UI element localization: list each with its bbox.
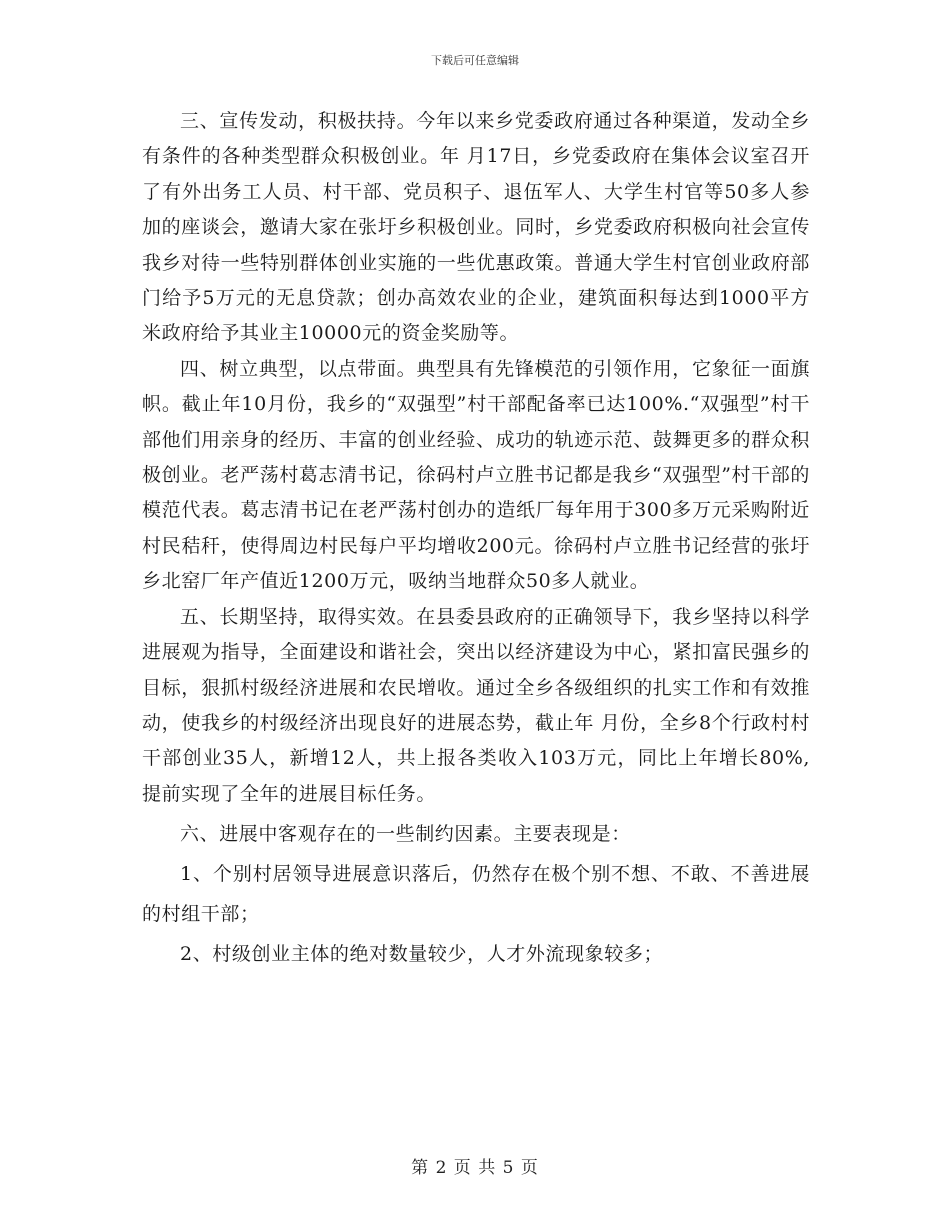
paragraph-models: 四、树立典型，以点带面。典型具有先锋模范的引领作用，它象征一面旗帜。截止年10月份，我乡的“双强型”村干部配备率已达100%.“双强型”村干部他们用亲身的经历、丰富的创业经验、成功的轨迹示范、鼓舞更多的群众积极创业。老严荡村葛志清书记，徐码村卢立胜书记都是我乡“双强型”村干部的模范代表。葛志清书记在老严荡村创办的造纸厂每年用于300多万元采购附近村民秸秆，使得周边村民每户平均增收200元。徐码村卢立胜书记经营的张圩乡北窑厂年产值近1200万元，吸纳当地群众50多人就业。 <box>142 357 810 593</box>
page-number-footer: 第 2 页 共 5 页 <box>411 1158 539 1178</box>
paragraph-publicity: 三、宣传发动，积极扶持。今年以来乡党委政府通过各种渠道，发动全乡有条件的各种类型群众积极创业。年 月17日，乡党委政府在集体会议室召开了有外出务工人员、村干部、党员积子、退伍军人、大学生村官等50多人参加的座谈会，邀请大家在张圩乡积极创业。同时，乡党委政府积极向社会宣传我乡对待一些特别群体创业实施的一些优惠政策。普通大学生村官创业政府部门给予5万元的无息贷款；创办高效农业的企业，建筑面积每达到1000平方米政府给予其业主10000元的资金奖励等。 <box>142 110 810 345</box>
constraints-section <box>142 814 810 974</box>
document-body <box>142 104 810 974</box>
list-item-constraint-1: 1、个别村居领导进展意识落后，仍然存在极个别不想、不敢、不善进展的村组干部； <box>142 863 810 926</box>
paragraph-constraints-heading: 六、进展中客观存在的一些制约因素。主要表现是： <box>180 823 631 846</box>
paragraph-results: 五、长期坚持，取得实效。在县委县政府的正确领导下，我乡坚持以科学进展观为指导，全面建设和谐社会，突出以经济建设为中心，紧扣富民强乡的目标，狠抓村级经济进展和农民增收。通过全乡各级组织的扎实工作和有效推动，使我乡的村级经济出现良好的进展态势，截止年 月份，全乡8个行政村村干部创业35人，新增12人，共上报各类收入103万元，同比上年增长80%,提前实现了全年的进展目标任务。 <box>142 605 810 805</box>
page-header: 下载后可任意编辑 <box>431 54 519 67</box>
list-item-constraint-2: 2、村级创业主体的绝对数量较少，人才外流现象较多； <box>180 943 664 966</box>
